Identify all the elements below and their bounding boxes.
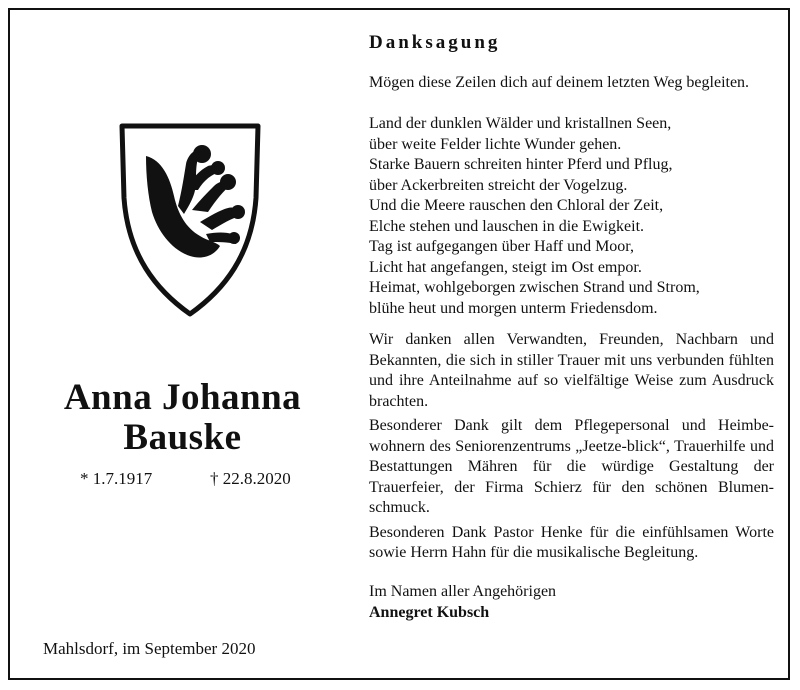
signer-name: Annegret Kubsch — [369, 603, 490, 621]
place-and-date: Mahlsdorf, im September 2020 — [43, 639, 256, 658]
signature-block — [369, 582, 774, 623]
closing-line: Im Namen aller Angehörigen — [369, 583, 557, 600]
poem-line: über Ackerbreiten streicht der Vogelzug. — [369, 176, 628, 194]
name-line-2: Bauske — [123, 417, 242, 458]
birth-date: * 1.7.1917 — [80, 469, 153, 488]
thanks-paragraph: Wir danken allen Verwandten, Freunden, Nachbarn und Bekannten, die sich in stiller Trauer mit uns verbunden fühlten und ihre Anteilnahme auf so vielfältige Weise zum Ausdruck brachten. — [369, 331, 774, 410]
poem-line: Heimat, wohlgeborgen zwischen Strand und Strom, — [369, 279, 700, 296]
poem-line: Und die Meere rauschen den Chloral der Zeit, — [369, 197, 664, 214]
poem-line: über weite Felder lichte Wunder gehen. — [369, 135, 622, 153]
left-column — [10, 10, 355, 678]
thanks-paragraph: Besonderen Dank Pastor Henke für die einfühlsamen Worte sowie Herrn Hahn für die musikalische Begleitung. — [369, 523, 774, 561]
poem-line: Elche stehen und lauschen in die Ewigkeit. — [369, 217, 645, 235]
poem-line: Licht hat angefangen, steigt im Ost empor. — [369, 258, 642, 276]
intro-line: Mögen diese Zeilen dich auf deinem letzten Weg begleiten. — [369, 74, 750, 91]
elk-antler-shield-icon — [116, 120, 264, 320]
thanks-section — [369, 330, 774, 568]
poem-line: Land der dunklen Wälder und kristallnen Seen, — [369, 115, 672, 132]
notice-title: Danksagung — [369, 32, 501, 53]
death-date: † 22.8.2020 — [210, 469, 291, 488]
deceased-name — [10, 378, 355, 458]
poem-line: blühe heut und morgen unterm Friedensdom. — [369, 299, 658, 317]
poem-line: Tag ist aufgegangen über Haff und Moor, — [369, 238, 634, 255]
poem — [369, 114, 774, 319]
right-column — [361, 10, 781, 678]
poem-line: Starke Bauern schreiten hinter Pferd und Pflug, — [369, 156, 673, 173]
thanks-paragraph: Besonderer Dank gilt dem Pflegepersonal und Heimbewohnern des Seniorenzentrums „Jeetze-blick“, Trauerhilfe und Bestattungen Mähren für die würdige Gestaltung der Trauerfeier, der Firma Schierz für den schönen Blumenschmuck. — [369, 417, 774, 516]
name-line-1: Anna Johanna — [63, 377, 302, 418]
obituary-notice — [8, 8, 790, 680]
